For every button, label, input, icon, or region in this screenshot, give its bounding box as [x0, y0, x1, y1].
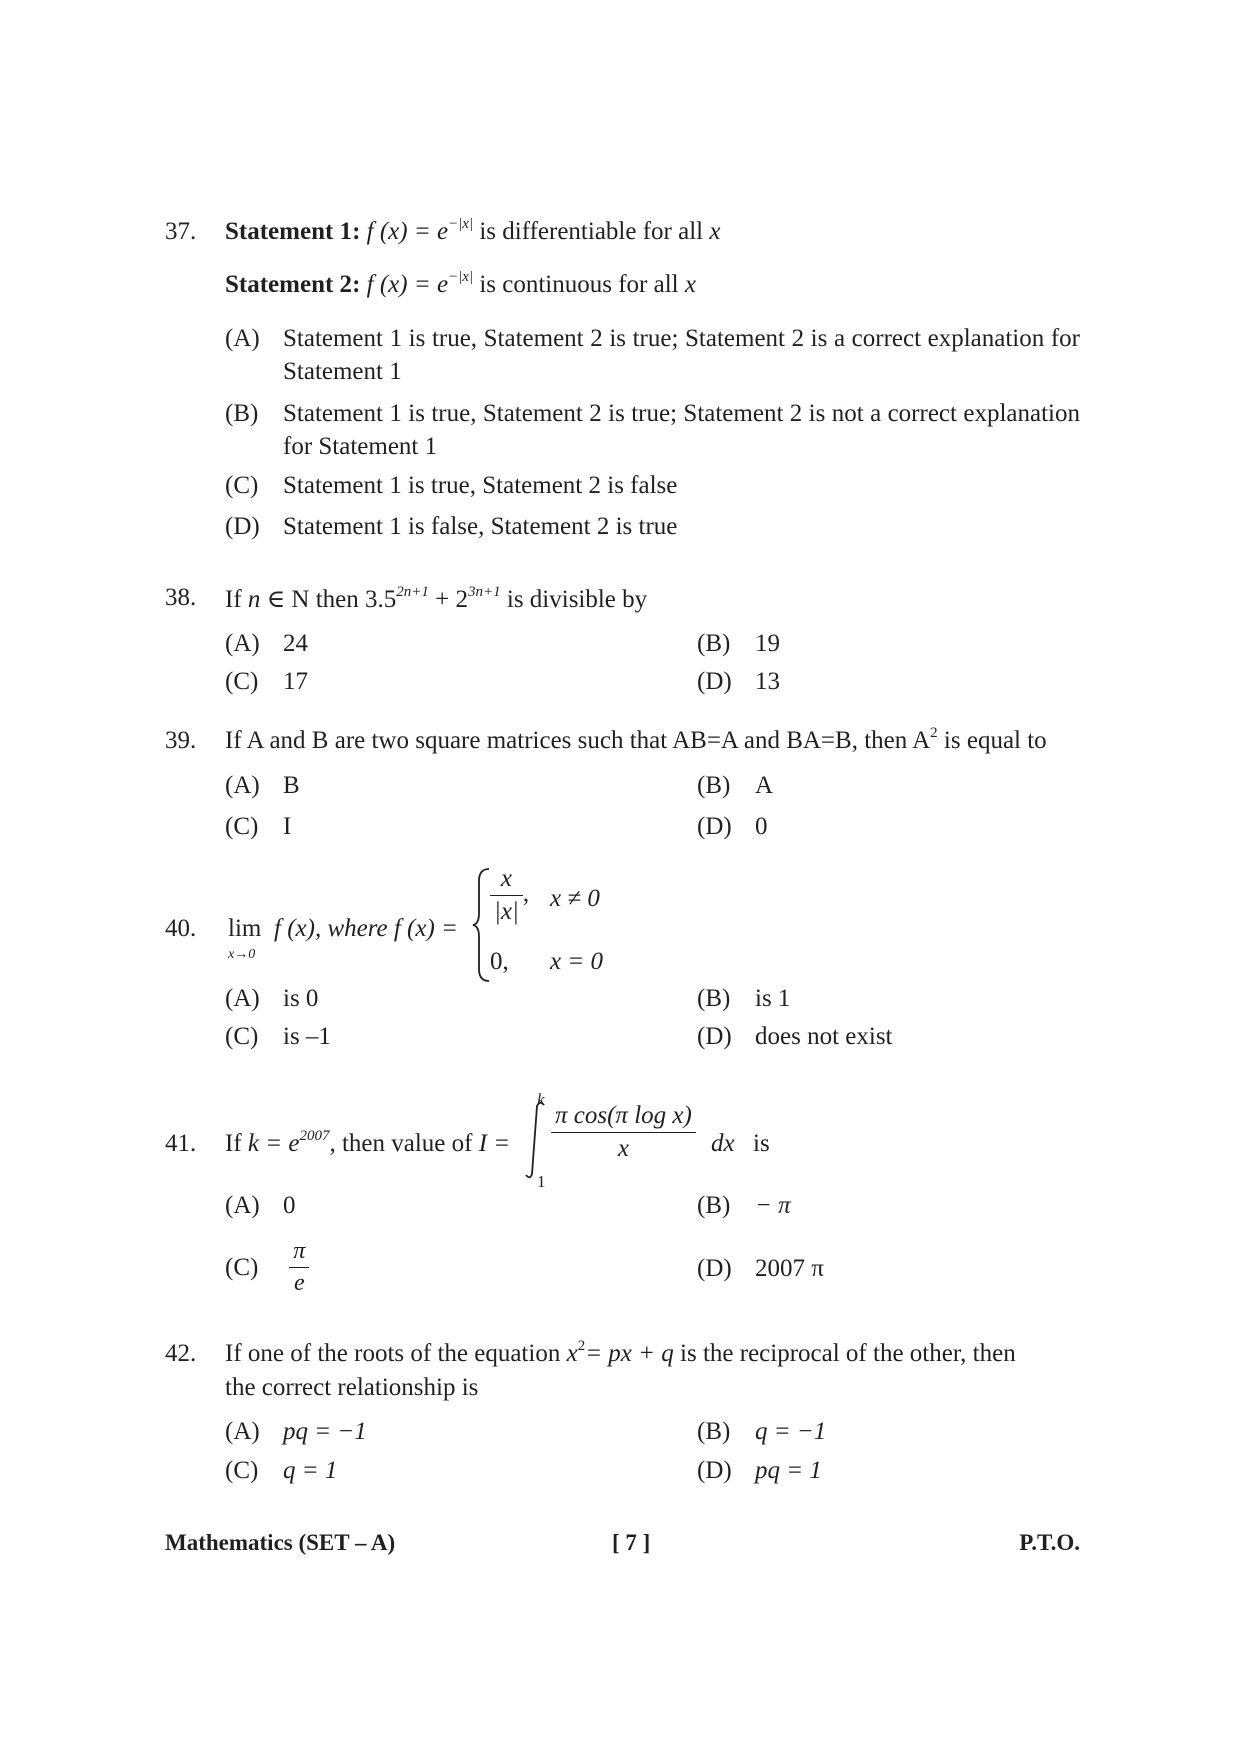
integral-sign [522, 1100, 548, 1180]
statement-1-text: is differentiable for all [479, 218, 704, 245]
option-label: (A) [225, 772, 260, 799]
option-41-c[interactable] [225, 1238, 309, 1308]
option-label: (C) [225, 813, 259, 840]
option-text: 2007 π [755, 1255, 824, 1282]
option-text: is –1 [283, 1023, 331, 1050]
option-fraction: $\frac{\pi}{e}$ [289, 1238, 309, 1297]
case-1-condition: x ≠ 0 [550, 885, 600, 912]
option-label: (B) [697, 985, 731, 1012]
option-37-a[interactable] [225, 322, 1080, 388]
question-number: 37. [165, 218, 197, 245]
question-text: If A and B are two square matrices such that AB=A and BA=B, then $A^2$ is equal to [225, 725, 1047, 754]
option-label: (C) [225, 1457, 259, 1484]
option-label: (D) [697, 813, 732, 840]
question-number: 42. [165, 1340, 197, 1367]
option-text: A [755, 772, 774, 799]
option-37-b[interactable] [225, 397, 1080, 463]
statement-2-text: is continuous for all [479, 271, 679, 298]
option-38-b[interactable] [697, 630, 780, 658]
option-text: pq = −1 [283, 1418, 367, 1445]
option-label: (D) [697, 1255, 732, 1282]
integrand: $\frac{\text{π cos(π log x)}}{x}$ [551, 1102, 696, 1163]
option-text: Statement 1 is true, Statement 2 is true; Statement 2 is a correct explanation for Statement 1 [283, 325, 1080, 385]
option-40-c[interactable] [225, 1023, 331, 1051]
question-number: 41. [165, 1130, 197, 1157]
option-text: − π [755, 1192, 791, 1219]
option-text: Statement 1 is true, Statement 2 is true; Statement 2 is not a correct explanation for Statement 1 [283, 400, 1080, 460]
case-1-fraction: $\frac{x}{|x|}$ , [490, 865, 529, 926]
option-38-a[interactable] [225, 630, 308, 658]
case-2-value: 0, [490, 948, 509, 975]
question-number: 39. [165, 727, 197, 754]
option-label: (A) [225, 1418, 260, 1445]
option-text: 0 [283, 1192, 296, 1219]
question-text-line-2: the correct relationship is [225, 1374, 479, 1401]
option-text: 13 [755, 668, 780, 695]
option-label: (C) [225, 668, 259, 695]
option-label: (B) [697, 630, 731, 657]
question-text: If n ∈ N then $3.5^{2n+1} + 2^{3n+1}$ is divisible by [225, 584, 648, 613]
option-text: 24 [283, 630, 308, 657]
option-37-d[interactable] [225, 513, 677, 541]
option-text: is 0 [283, 985, 319, 1012]
option-38-d[interactable] [697, 668, 780, 696]
integral-upper-limit: k [537, 1090, 545, 1109]
option-39-d[interactable] [697, 813, 768, 841]
option-42-b[interactable] [697, 1418, 826, 1446]
option-label: (B) [697, 1192, 731, 1219]
option-text: Statement 1 is false, Statement 2 is true [283, 513, 678, 540]
option-40-b[interactable] [697, 985, 790, 1013]
question-text-end: is [753, 1130, 770, 1157]
option-39-b[interactable] [697, 772, 773, 800]
option-text: 19 [755, 630, 780, 657]
case-2-condition: x = 0 [550, 948, 603, 975]
question-40 [0, 865, 1240, 985]
integral-lower-limit: 1 [537, 1172, 546, 1191]
option-label: (D) [225, 513, 260, 540]
option-label: (D) [697, 1023, 732, 1050]
question-number: 38. [165, 584, 197, 611]
statement-1: Statement 1: f $(x) = e^{-|x|}$ is differentiable for all x [225, 216, 721, 245]
option-label: (B) [697, 772, 731, 799]
statement-2: Statement 2: f $(x) = e^{-|x|}$ is continuous for all x [225, 269, 696, 298]
option-text: 0 [755, 813, 768, 840]
question-number: 40. [165, 915, 197, 942]
option-text: 17 [283, 668, 308, 695]
option-42-c[interactable] [225, 1457, 337, 1485]
option-42-d[interactable] [697, 1457, 822, 1485]
function-definition: f (x), where f (x) = [274, 915, 458, 942]
question-text: If one of the roots of the equation $x^2=$ px + q is the reciprocal of the other, then [225, 1338, 1016, 1367]
statement-2-label: Statement 2 [225, 271, 353, 298]
option-text: q = −1 [755, 1418, 827, 1445]
limit-expression: lim x→0 [228, 915, 262, 962]
option-41-d[interactable] [697, 1255, 824, 1283]
option-label: (A) [225, 985, 260, 1012]
statement-2-function: f (x) = e [366, 271, 449, 298]
option-label: (C) [225, 472, 259, 499]
option-text: Statement 1 is true, Statement 2 is false [283, 472, 678, 499]
statement-1-function: f (x) = e [366, 218, 449, 245]
option-text: is 1 [755, 985, 791, 1012]
option-label: (D) [697, 1457, 732, 1484]
differential: dx [711, 1130, 735, 1157]
option-41-b[interactable] [697, 1192, 791, 1220]
option-label: (B) [697, 1418, 731, 1445]
option-text: pq = 1 [755, 1457, 822, 1484]
option-label: (A) [225, 630, 260, 657]
option-text: B [283, 772, 300, 799]
pto-marker: P.T.O. [1019, 1530, 1080, 1555]
option-label: (A) [225, 1192, 260, 1219]
footer-subject: Mathematics (SET – A) [165, 1530, 396, 1555]
option-label: (D) [697, 668, 732, 695]
option-41-a[interactable] [225, 1192, 296, 1220]
option-38-c[interactable] [225, 668, 308, 696]
question-text: If $k = e^{2007}$, then value of I = [225, 1128, 511, 1157]
option-40-a[interactable] [225, 985, 318, 1013]
option-text: I [283, 813, 292, 840]
option-label: (A) [225, 325, 260, 352]
option-37-c[interactable] [225, 472, 677, 500]
option-42-a[interactable] [225, 1418, 367, 1446]
option-label: (B) [225, 400, 259, 427]
option-label: (C) [225, 1253, 259, 1281]
option-label: (C) [225, 1023, 259, 1050]
page-number: [ 7 ] [612, 1530, 651, 1555]
option-text: does not exist [755, 1023, 893, 1050]
option-text: q = 1 [283, 1457, 338, 1484]
question-41 [0, 1090, 1240, 1190]
option-39-c[interactable] [225, 813, 291, 841]
option-40-d[interactable] [697, 1023, 893, 1051]
statement-1-label: Statement 1 [225, 218, 353, 245]
option-39-a[interactable] [225, 772, 300, 800]
